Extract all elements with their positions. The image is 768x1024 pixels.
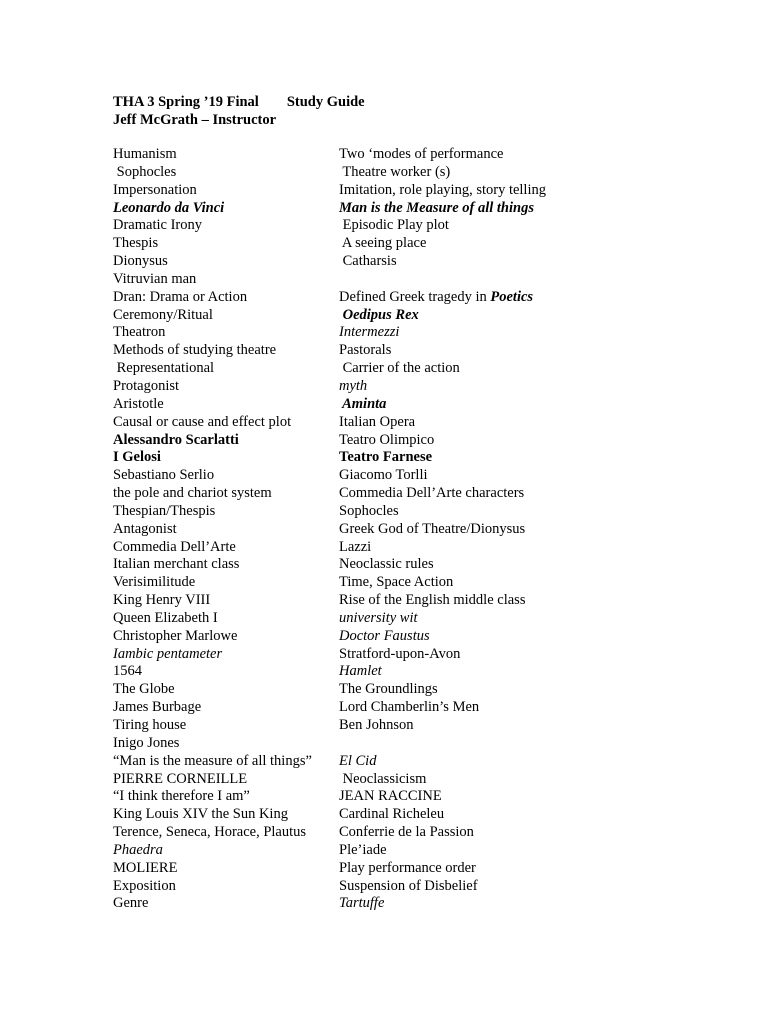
left-term-text: Representational: [113, 360, 215, 377]
left-term: [113, 610, 335, 628]
right-term: [339, 378, 639, 396]
left-term: [113, 895, 335, 913]
left-term-text: Christopher Marlowe: [113, 627, 238, 644]
left-term: [113, 146, 335, 164]
right-term-text: Italian Opera: [339, 413, 416, 430]
left-term-text: the pole and chariot system: [113, 485, 272, 502]
right-term-text: Sophocles: [339, 502, 399, 519]
left-term: [113, 200, 335, 218]
left-term: [113, 360, 335, 378]
left-term: [113, 217, 335, 235]
right-term-text: Play performance order: [339, 859, 476, 876]
right-term: [339, 895, 639, 913]
left-term-text: Thespis: [113, 235, 159, 252]
left-term: [113, 860, 335, 878]
right-term: [339, 396, 639, 414]
right-term-emphasis: Poetics: [490, 288, 534, 305]
left-term-text: 1564: [113, 663, 142, 680]
right-term-text: El Cid: [339, 752, 377, 769]
right-term-text: myth: [339, 377, 368, 394]
left-term-text: Verisimilitude: [113, 574, 196, 591]
left-term-text: Italian merchant class: [113, 556, 240, 573]
left-term-text: Alessandro Scarlatti: [113, 431, 239, 448]
right-term-text: Catharsis: [339, 253, 397, 270]
left-term-text: Antagonist: [113, 520, 177, 537]
right-term-text: A seeing place: [339, 235, 427, 252]
left-term: [113, 289, 335, 307]
left-term-text: Dionysus: [113, 253, 168, 270]
right-term: [339, 824, 639, 842]
right-term: [339, 717, 639, 735]
right-term: [339, 806, 639, 824]
right-term-text: Intermezzi: [339, 324, 400, 341]
left-term: [113, 253, 335, 271]
left-term: [113, 396, 335, 414]
right-term-text: Doctor Faustus: [339, 627, 430, 644]
right-term: [339, 414, 639, 432]
right-term-text: Episodic Play plot: [339, 217, 449, 234]
left-term: [113, 521, 335, 539]
left-term-text: Thespian/Thespis: [113, 502, 216, 519]
right-term: [339, 663, 639, 681]
left-term-text: King Henry VIII: [113, 592, 211, 609]
right-term-text: Time, Space Action: [339, 574, 454, 591]
right-term-text: Giacomo Torlli: [339, 467, 428, 484]
right-term-text: Ben Johnson: [339, 717, 414, 733]
left-term-text: Theatron: [113, 324, 166, 341]
right-term-text: Lord Chamberlin’s Men: [339, 699, 480, 716]
left-term-text: Dramatic Irony: [113, 217, 202, 234]
left-term: [113, 378, 335, 396]
right-term: [339, 217, 639, 235]
left-term-text: Causal or cause and effect plot: [113, 413, 292, 430]
left-term-text: Exposition: [113, 877, 176, 894]
right-term: [339, 467, 639, 485]
left-term-text: Protagonist: [113, 377, 180, 394]
left-term-text: Inigo Jones: [113, 734, 180, 751]
right-term: [339, 182, 639, 200]
right-term-text: JEAN RACCINE: [339, 788, 442, 805]
left-term-text: Terence, Seneca, Horace, Plautus: [113, 824, 307, 841]
left-term-text: James Burbage: [113, 699, 202, 716]
right-term-text: Defined Greek tragedy in: [339, 288, 491, 305]
left-term: [113, 432, 335, 450]
left-term-text: Humanism: [113, 146, 177, 162]
right-term-text: Greek God of Theatre/Dionysus: [339, 520, 526, 537]
left-term-text: Impersonation: [113, 181, 197, 198]
left-term-text: Vitruvian man: [113, 270, 197, 287]
right-term: [339, 681, 639, 699]
left-term-text: Phaedra: [113, 841, 163, 858]
left-term-text: Sebastiano Serlio: [113, 467, 215, 484]
left-term: [113, 681, 335, 699]
right-term-column: [339, 146, 639, 913]
right-term: [339, 307, 639, 325]
header-line-1: [113, 93, 365, 111]
right-term: [339, 628, 639, 646]
left-term: [113, 342, 335, 360]
left-term: [113, 307, 335, 325]
right-term-text: Oedipus Rex: [339, 306, 419, 323]
left-term: [113, 824, 335, 842]
right-term: [339, 860, 639, 878]
left-term-text: Dran: Drama or Action: [113, 288, 248, 305]
left-term: [113, 414, 335, 432]
right-term: [339, 146, 639, 164]
course-title: THA 3 Spring ’19 Final: [113, 94, 259, 110]
left-term-text: The Globe: [113, 681, 175, 698]
left-term: [113, 788, 335, 806]
left-term: [113, 878, 335, 896]
left-term-text: King Louis XIV the Sun King: [113, 806, 288, 823]
right-term: [339, 342, 639, 360]
left-term: [113, 182, 335, 200]
right-term: [339, 485, 639, 503]
left-term-text: Iambic pentameter: [113, 645, 223, 662]
right-term-text: Two ‘modes of performance: [339, 146, 504, 162]
right-term-text: Imitation, role playing, story telling: [339, 181, 546, 198]
left-term-text: “I think therefore I am”: [113, 788, 250, 805]
right-term-text: university wit: [339, 609, 418, 626]
right-term: [339, 556, 639, 574]
right-term-text: Suspension of Disbelief: [339, 877, 478, 894]
left-term: [113, 235, 335, 253]
left-term: [113, 164, 335, 182]
right-term: [339, 360, 639, 378]
right-term: [339, 878, 639, 896]
left-term: [113, 271, 335, 289]
left-term: [113, 699, 335, 717]
right-term-text: Hamlet: [339, 663, 382, 680]
left-term: [113, 806, 335, 824]
left-term-text: Aristotle: [113, 395, 164, 412]
right-term: [339, 432, 639, 450]
left-term: [113, 646, 335, 664]
right-term: [339, 539, 639, 557]
right-term-text: Tartuffe: [339, 895, 385, 912]
right-term: [339, 735, 639, 753]
right-term: [339, 164, 639, 182]
right-term: [339, 610, 639, 628]
left-term-text: Methods of studying theatre: [113, 342, 277, 359]
right-term: [339, 271, 639, 289]
right-term: [339, 753, 639, 771]
left-term: [113, 449, 335, 467]
right-term-text: Rise of the English middle class: [339, 592, 526, 609]
right-term-text: Neoclassicism: [339, 770, 427, 787]
right-term-text: Cardinal Richeleu: [339, 806, 445, 823]
right-term: [339, 521, 639, 539]
left-term-text: MOLIERE: [113, 859, 178, 876]
left-term: [113, 539, 335, 557]
right-term: [339, 289, 639, 307]
left-term-text: Genre: [113, 895, 149, 912]
right-term-text: Conferrie de la Passion: [339, 824, 474, 841]
left-term-text: Commedia Dell’Arte: [113, 538, 236, 555]
right-term: [339, 574, 639, 592]
right-term-text: Teatro Farnese: [339, 449, 433, 466]
right-term-text: Carrier of the action: [339, 360, 460, 377]
left-term: [113, 771, 335, 789]
left-term: [113, 628, 335, 646]
right-term-text: Lazzi: [339, 538, 372, 555]
left-term-column: [113, 146, 335, 913]
left-term-text: Queen Elizabeth I: [113, 609, 218, 626]
right-term-text: Man is the Measure of all things: [339, 199, 534, 216]
document-title: Study Guide: [286, 94, 365, 110]
left-term-text: “Man is the measure of all things”: [113, 752, 312, 769]
left-term: [113, 592, 335, 610]
left-term-text: I Gelosi: [113, 449, 161, 466]
left-term: [113, 324, 335, 342]
left-term-text: PIERRE CORNEILLE: [113, 770, 248, 787]
right-term-text: Teatro Olimpico: [339, 431, 435, 448]
right-term-text: The Groundlings: [339, 681, 438, 698]
right-term: [339, 771, 639, 789]
right-term: [339, 253, 639, 271]
right-term: [339, 235, 639, 253]
left-term-text: Leonardo da Vinci: [113, 199, 225, 216]
right-term-text: Stratford-upon-Avon: [339, 645, 461, 662]
right-term-text: Commedia Dell’Arte characters: [339, 485, 525, 502]
left-term: [113, 735, 335, 753]
right-term-text: Ple’iade: [339, 841, 387, 858]
left-term-text: Sophocles: [113, 163, 177, 180]
left-term: [113, 842, 335, 860]
right-term-text: Neoclassic rules: [339, 556, 434, 573]
left-term: [113, 467, 335, 485]
left-term: [113, 574, 335, 592]
left-term: [113, 556, 335, 574]
right-term: [339, 324, 639, 342]
right-term: [339, 842, 639, 860]
document-header: [113, 93, 365, 129]
right-term: [339, 699, 639, 717]
right-term-text: Theatre worker (s): [339, 163, 451, 180]
instructor-line: Jeff McGrath – Instructor: [113, 112, 277, 128]
left-term: [113, 663, 335, 681]
right-term: [339, 592, 639, 610]
right-term: [339, 200, 639, 218]
right-term: [339, 503, 639, 521]
right-term: [339, 646, 639, 664]
left-term-text: Ceremony/Ritual: [113, 306, 213, 323]
right-term: [339, 449, 639, 467]
left-term: [113, 485, 335, 503]
right-term-text: Pastorals: [339, 342, 392, 359]
left-term: [113, 753, 335, 771]
right-term-text: Aminta: [339, 395, 387, 412]
right-term: [339, 788, 639, 806]
left-term: [113, 717, 335, 735]
left-term: [113, 503, 335, 521]
left-term-text: Tiring house: [113, 717, 187, 733]
